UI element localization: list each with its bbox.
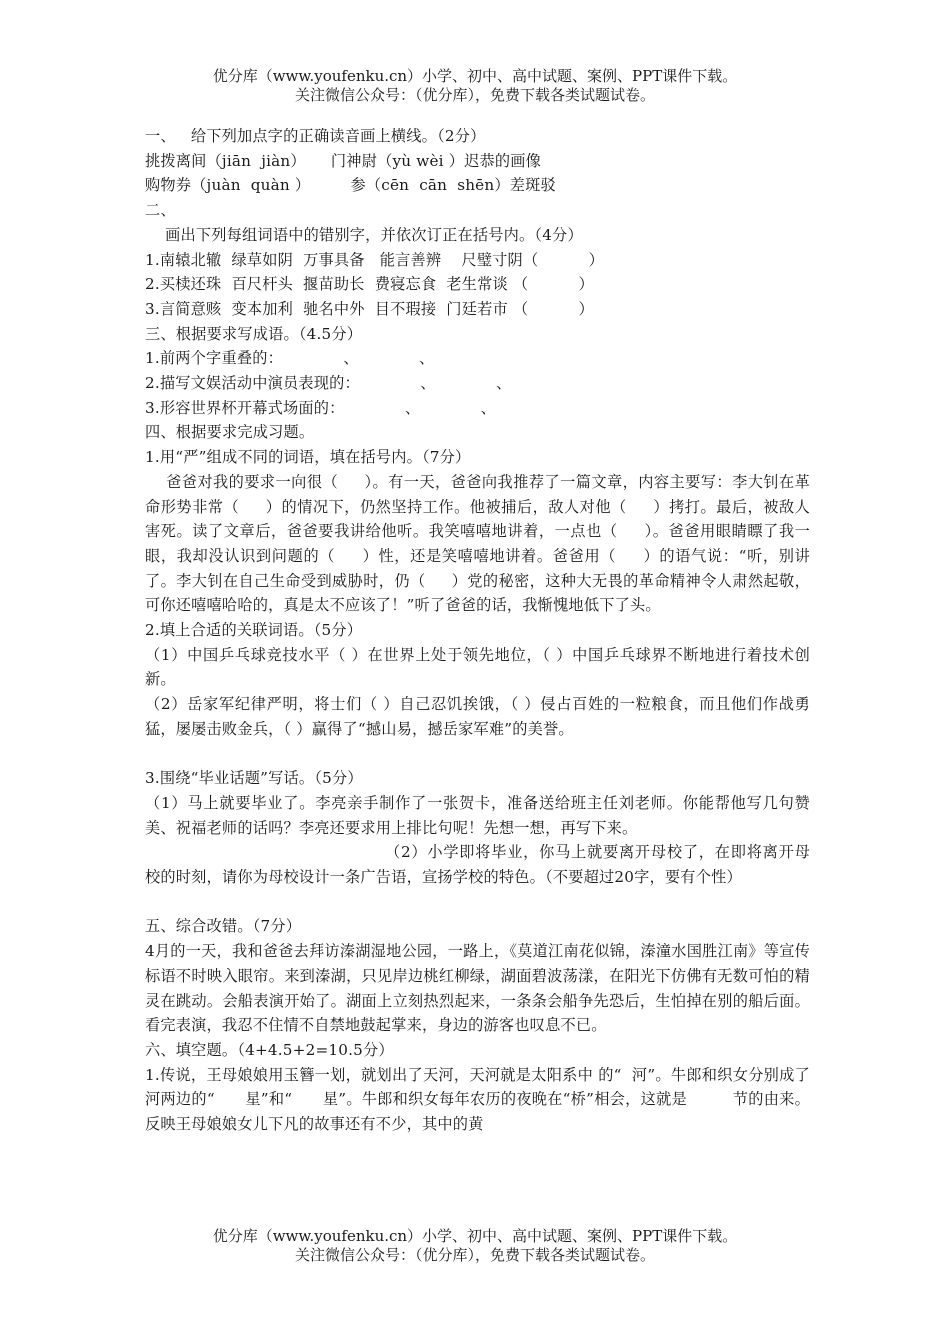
q6-paragraph: 1.传说，王母娘娘用玉簪一划，就划出了天河，天河就是太阳系中 的“ 河”。牛郎和织女分别成了河两边的“ 星”和“ 星”。牛郎和织女每年农历的夜晚在“桥”相会，这就是 节的由来。反映王母娘娘女儿下凡的故事还有不少，其中的黄 bbox=[145, 1065, 810, 1134]
q1-line-2: 购物券（juàn quàn ） 参（cēn cān shēn）差斑驳 bbox=[145, 176, 556, 195]
footer-line-1: 优分库（www.youfenku.cn）小学、初中、高中试题、案例、PPT课件下载。 bbox=[212, 1227, 738, 1245]
q4-s2-item-1: （1）中国乒乓球竞技水平（ ）在世界上处于领先地位，（ ）中国乒乓球界不断地进行着技术创新。 bbox=[145, 645, 810, 689]
q4-s2-title: 2.填上合适的关联词语。（5分） bbox=[145, 621, 363, 640]
q4-s1-paragraph: 爸爸对我的要求一向很（ ）。有一天，爸爸向我推荐了一篇文章，内容主要写：李大钊在革命形势非常（ ）的情况下，仍然坚持工作。他被捕后，敌人对他（ ）拷打。最后，被敌人害死。读了文章后，爸爸要我讲给他听。我笑嘻嘻地讲着，一点也（ ）。爸爸用眼睛瞟了我一眼，我却没认识到问题的（ ）性，还是笑嘻嘻地讲着。爸爸用（ ）的语气说：“听，别讲了。李大钊在自己生命受到威胁时，仍（ ）党的秘密，这种大无畏的革命精神令人肃然起敬，可你还嘻嘻哈哈的，真是太不应该了！”听了爸爸的话，我惭愧地低下了头。 bbox=[145, 472, 810, 615]
q3-line-2: 2.描写文娱活动中演员表现的： 、 、 bbox=[145, 374, 512, 393]
header-line-1: 优分库（www.youfenku.cn）小学、初中、高中试题、案例、PPT课件下载。 bbox=[212, 67, 738, 85]
page-footer bbox=[0, 1227, 950, 1265]
q3-title: 三、根据要求写成语。（4.5分） bbox=[145, 324, 363, 343]
header-line-2: 关注微信公众号：（优分库），免费下载各类试题试卷。 bbox=[294, 86, 655, 104]
q4-s3-title: 3.围绕“毕业话题”写话。（5分） bbox=[145, 769, 363, 788]
page-header bbox=[0, 67, 950, 105]
spacer bbox=[145, 742, 810, 767]
spacer bbox=[145, 890, 810, 915]
q1-title: 一、 给下列加点字的正确读音画上横线。（2分） bbox=[145, 127, 486, 145]
q4-title: 四、根据要求完成习题。 bbox=[145, 423, 315, 442]
q5-title: 五、综合改错。（7分） bbox=[145, 917, 302, 936]
q4-s1-title: 1.用“严”组成不同的词语，填在括号内。（7分） bbox=[145, 448, 471, 467]
q5-paragraph: 4月的一天，我和爸爸去拜访溱湖湿地公园，一路上，《莫道江南花似锦，溱潼水国胜江南》等宣传标语不时映入眼帘。来到溱湖，只见岸边桃红柳绿，湖面碧波荡漾，在阳光下仿佛有无数可怕的精灵在跳动。会船表演开始了。湖面上立刻热烈起来，一条条会船争先恐后，生怕掉在别的船后面。看完表演，我忍不住情不自禁地鼓起掌来，身边的游客也叹息不已。 bbox=[145, 942, 810, 1035]
q2-instruction: 画出下列每组词语中的错别字，并依次订正在括号内。（4分） bbox=[145, 225, 583, 244]
q3-line-1: 1.前两个字重叠的： 、 、 bbox=[145, 349, 435, 368]
q2-line-3: 3.言简意赅 变本加利 驰名中外 目不瑕接 门廷若市 （ ） bbox=[145, 299, 594, 318]
q4-s3-item-2: （2）小学即将毕业，你马上就要离开母校了，在即将离开母校的时刻，请你为母校设计一条广告语，宣扬学校的特色。（不要超过20字，要有个性） bbox=[145, 843, 810, 887]
q4-s2-item-2: （2）岳家军纪律严明，将士们（ ）自己忍饥挨饿，（ ）侵占百姓的一粒粮食，而且他们作战勇猛，屡屡击败金兵，（ ）赢得了“撼山易，撼岳家军难”的美誉。 bbox=[145, 695, 810, 738]
q2-line-1: 1.南辕北辙 绿草如阴 万事具备 能言善辨 尺璧寸阴（ ） bbox=[145, 250, 604, 269]
q4-s3-item-1: （1）马上就要毕业了。李亮亲手制作了一张贺卡，准备送给班主任刘老师。你能帮他写几句赞美、祝福老师的话吗？李亮还要求用上排比句呢！先想一想，再写下来。 bbox=[145, 793, 810, 837]
footer-line-2: 关注微信公众号：（优分库），免费下载各类试题试卷。 bbox=[294, 1246, 655, 1264]
q6-title: 六、填空题。（4+4.5+2=10.5分） bbox=[145, 1040, 394, 1059]
q2-title: 二、 bbox=[145, 201, 176, 220]
exam-content bbox=[145, 124, 810, 1137]
q2-line-2: 2.买椟还珠 百尺杆头 揠苗助长 费寝忘食 老生常谈 （ ） bbox=[145, 275, 594, 294]
q1-line-1: 挑拨离间（jiān jiàn） 门神尉（yù wèi ）迟恭的画像 bbox=[145, 151, 542, 170]
q3-line-3: 3.形容世界杯开幕式场面的： 、 、 bbox=[145, 398, 496, 417]
